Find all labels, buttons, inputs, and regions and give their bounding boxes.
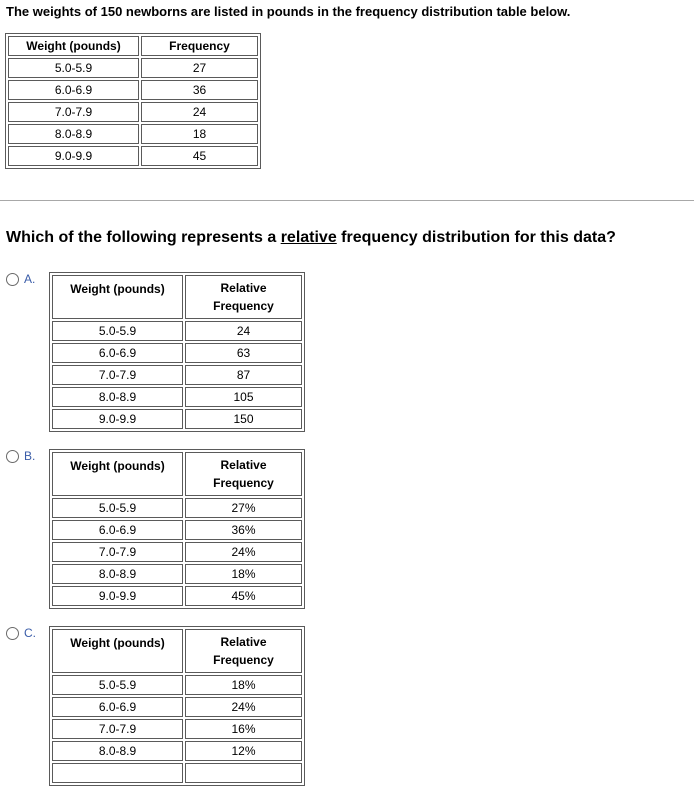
weight-cell: 5.0-5.9 <box>52 321 183 341</box>
value-cell: 150 <box>185 409 302 429</box>
value-cell <box>185 763 302 783</box>
table-row <box>52 387 302 407</box>
weight-cell: 6.0-6.9 <box>52 520 183 540</box>
table-row <box>52 542 302 562</box>
weight-cell: 5.0-5.9 <box>8 58 139 78</box>
value-cell: 27% <box>185 498 302 518</box>
header-relative-frequency <box>185 452 302 496</box>
table-header-row <box>52 275 302 319</box>
value-cell: 24% <box>185 697 302 717</box>
value-cell: 87 <box>185 365 302 385</box>
header-frequency: Frequency <box>141 36 258 56</box>
weight-cell: 7.0-7.9 <box>52 365 183 385</box>
weight-cell: 8.0-8.9 <box>52 741 183 761</box>
table-row <box>8 80 258 100</box>
table-row <box>52 741 302 761</box>
table-header-row <box>8 36 258 56</box>
option-b-letter[interactable]: B. <box>24 449 36 463</box>
option-b-table <box>49 449 305 609</box>
table-header-row <box>52 629 302 673</box>
weight-cell: 7.0-7.9 <box>52 542 183 562</box>
table-row <box>52 719 302 739</box>
value-cell: 18% <box>185 564 302 584</box>
question-emphasis: relative <box>280 229 337 246</box>
frequency-cell: 27 <box>141 58 258 78</box>
weight-cell: 6.0-6.9 <box>52 697 183 717</box>
table-row <box>8 58 258 78</box>
value-cell: 36% <box>185 520 302 540</box>
header-line-2: Frequency <box>213 653 274 667</box>
value-cell: 18% <box>185 675 302 695</box>
header-weight: Weight (pounds) <box>52 629 183 673</box>
header-weight: Weight (pounds) <box>52 275 183 319</box>
table-row <box>52 675 302 695</box>
weight-cell: 6.0-6.9 <box>8 80 139 100</box>
option-a-table <box>49 272 305 432</box>
option-c-table <box>49 626 305 786</box>
header-line-1: Relative <box>220 458 267 472</box>
question-text <box>6 229 616 247</box>
header-weight: Weight (pounds) <box>52 452 183 496</box>
option-c-radio[interactable] <box>6 627 19 640</box>
weight-cell: 7.0-7.9 <box>8 102 139 122</box>
value-cell: 24 <box>185 321 302 341</box>
weight-cell: 8.0-8.9 <box>52 564 183 584</box>
weight-cell: 8.0-8.9 <box>8 124 139 144</box>
weight-cell: 6.0-6.9 <box>52 343 183 363</box>
table-row <box>52 321 302 341</box>
table-row <box>52 409 302 429</box>
table-row <box>52 343 302 363</box>
table-row <box>52 498 302 518</box>
value-cell: 12% <box>185 741 302 761</box>
question-text-start: Which of the following represents a <box>6 229 281 246</box>
option-b-radio[interactable] <box>6 450 19 463</box>
header-weight: Weight (pounds) <box>8 36 139 56</box>
header-relative-frequency <box>185 629 302 673</box>
weight-cell: 8.0-8.9 <box>52 387 183 407</box>
question-text-end: frequency distribution for this data? <box>336 229 616 246</box>
weight-cell: 9.0-9.9 <box>8 146 139 166</box>
header-line-2: Frequency <box>213 299 274 313</box>
header-relative-frequency <box>185 275 302 319</box>
table-row <box>52 520 302 540</box>
frequency-cell: 36 <box>141 80 258 100</box>
frequency-cell: 18 <box>141 124 258 144</box>
table-row <box>52 365 302 385</box>
weight-cell: 5.0-5.9 <box>52 675 183 695</box>
value-cell: 63 <box>185 343 302 363</box>
weight-cell: 7.0-7.9 <box>52 719 183 739</box>
frequency-cell: 45 <box>141 146 258 166</box>
table-row <box>52 586 302 606</box>
option-c-letter[interactable]: C. <box>24 626 36 640</box>
header-line-1: Relative <box>220 635 267 649</box>
weight-cell: 9.0-9.9 <box>52 409 183 429</box>
table-row <box>8 124 258 144</box>
table-row <box>52 564 302 584</box>
value-cell: 16% <box>185 719 302 739</box>
weight-cell: 9.0-9.9 <box>52 586 183 606</box>
option-a-letter[interactable]: A. <box>24 272 36 286</box>
option-a-radio[interactable] <box>6 273 19 286</box>
section-divider <box>0 200 694 201</box>
table-row <box>52 697 302 717</box>
table-row <box>52 763 302 783</box>
header-line-1: Relative <box>220 281 267 295</box>
value-cell: 105 <box>185 387 302 407</box>
given-frequency-table <box>5 33 261 169</box>
frequency-cell: 24 <box>141 102 258 122</box>
header-line-2: Frequency <box>213 476 274 490</box>
weight-cell <box>52 763 183 783</box>
value-cell: 24% <box>185 542 302 562</box>
weight-cell: 5.0-5.9 <box>52 498 183 518</box>
table-row <box>8 146 258 166</box>
value-cell: 45% <box>185 586 302 606</box>
table-header-row <box>52 452 302 496</box>
table-row <box>8 102 258 122</box>
prompt-text: The weights of 150 newborns are listed in pounds in the frequency distribution table below. <box>6 4 571 19</box>
